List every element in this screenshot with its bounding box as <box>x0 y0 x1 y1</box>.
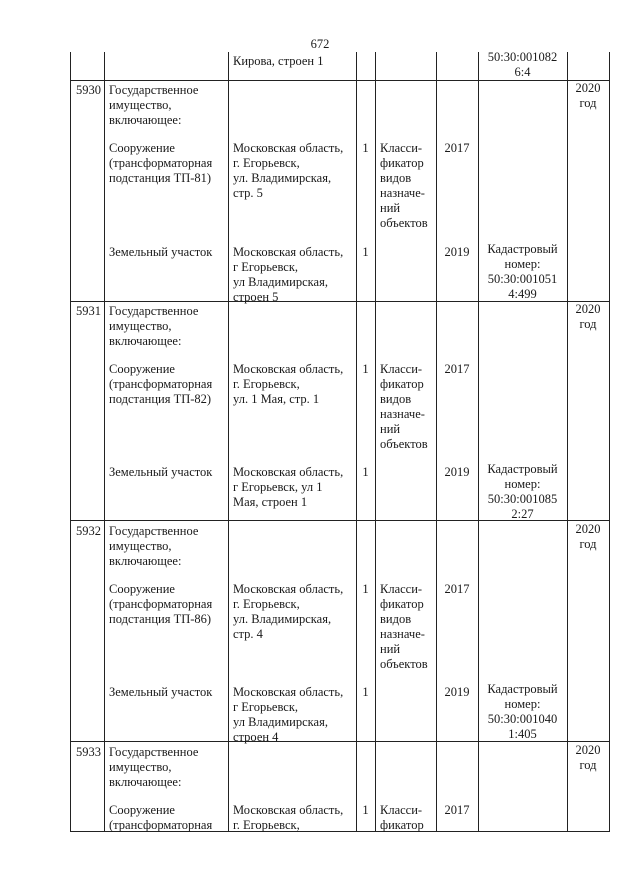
item-year: 2017 <box>444 141 470 155</box>
item-name: Земельный участок <box>109 685 213 699</box>
record-title: Государственное имущество, включающее: <box>109 524 199 568</box>
record-number: 5932 <box>76 524 101 538</box>
item-name: Земельный участок <box>109 465 213 479</box>
item-year: 2017 <box>444 582 470 596</box>
page-number: 672 <box>310 37 330 51</box>
record-number: 5930 <box>76 83 101 97</box>
record-title: Государственное имущество, включающее: <box>109 745 199 789</box>
item-classifier: Класси- фикатор видов назначе- ний объектов <box>380 362 428 451</box>
row-rule <box>70 80 609 81</box>
record-year-end: 2020 год <box>575 522 601 551</box>
item-qty: 1 <box>362 582 369 596</box>
item-year: 2017 <box>444 803 470 817</box>
item-name: Сооружение (трансформаторная подстанция ТП-82) <box>109 362 213 406</box>
record-year-end: 2020 год <box>575 302 601 331</box>
continuation-note: 50:30:001082 6:4 <box>487 50 558 79</box>
item-qty: 1 <box>362 465 369 479</box>
item-year: 2019 <box>444 465 470 479</box>
item-year: 2019 <box>444 685 470 699</box>
item-address: Московская область, г. Егорьевск, <box>233 803 344 832</box>
item-year: 2017 <box>444 362 470 376</box>
item-note: Кадастровый номер: 50:30:001085 2:27 <box>487 462 558 521</box>
item-classifier: Класси- фикатор <box>380 803 424 832</box>
item-address: Московская область, г Егорьевск, ул 1 Мая, строен 1 <box>233 465 344 509</box>
item-classifier: Класси- фикатор видов назначе- ний объектов <box>380 582 428 671</box>
column-rule <box>228 52 229 832</box>
item-qty: 1 <box>362 803 369 817</box>
record-number: 5933 <box>76 745 101 759</box>
item-qty: 1 <box>362 685 369 699</box>
continuation-address: Кирова, строен 1 <box>233 54 324 68</box>
record-title: Государственное имущество, включающее: <box>109 83 199 127</box>
column-rule <box>436 52 437 832</box>
record-year-end: 2020 год <box>575 81 601 110</box>
item-address: Московская область, г Егорьевск, ул Владимирская, строен 5 <box>233 245 344 304</box>
item-name: Сооружение (трансформаторная подстанция ТП-86) <box>109 582 213 626</box>
column-rule <box>356 52 357 832</box>
item-note: Кадастровый номер: 50:30:001040 1:405 <box>487 682 558 741</box>
column-rule <box>70 52 71 832</box>
item-name: Земельный участок <box>109 245 213 259</box>
item-address: Московская область, г Егорьевск, ул Владимирская, строен 4 <box>233 685 344 744</box>
item-address: Московская область, г. Егорьевск, ул. Владимирская, стр. 4 <box>233 582 344 641</box>
record-year-end: 2020 год <box>575 743 601 772</box>
column-rule <box>104 52 105 832</box>
item-name: Сооружение (трансформаторная <box>109 803 213 832</box>
item-name: Сооружение (трансформаторная подстанция ТП-81) <box>109 141 213 185</box>
item-address: Московская область, г. Егорьевск, ул. 1 Мая, стр. 1 <box>233 362 344 406</box>
record-title: Государственное имущество, включающее: <box>109 304 199 348</box>
record-number: 5931 <box>76 304 101 318</box>
item-qty: 1 <box>362 141 369 155</box>
item-note: Кадастровый номер: 50:30:001051 4:499 <box>487 242 558 301</box>
item-year: 2019 <box>444 245 470 259</box>
item-qty: 1 <box>362 245 369 259</box>
item-classifier: Класси- фикатор видов назначе- ний объектов <box>380 141 428 230</box>
column-rule <box>609 52 610 832</box>
column-rule <box>567 52 568 832</box>
item-address: Московская область, г. Егорьевск, ул. Владимирская, стр. 5 <box>233 141 344 200</box>
column-rule <box>375 52 376 832</box>
item-qty: 1 <box>362 362 369 376</box>
